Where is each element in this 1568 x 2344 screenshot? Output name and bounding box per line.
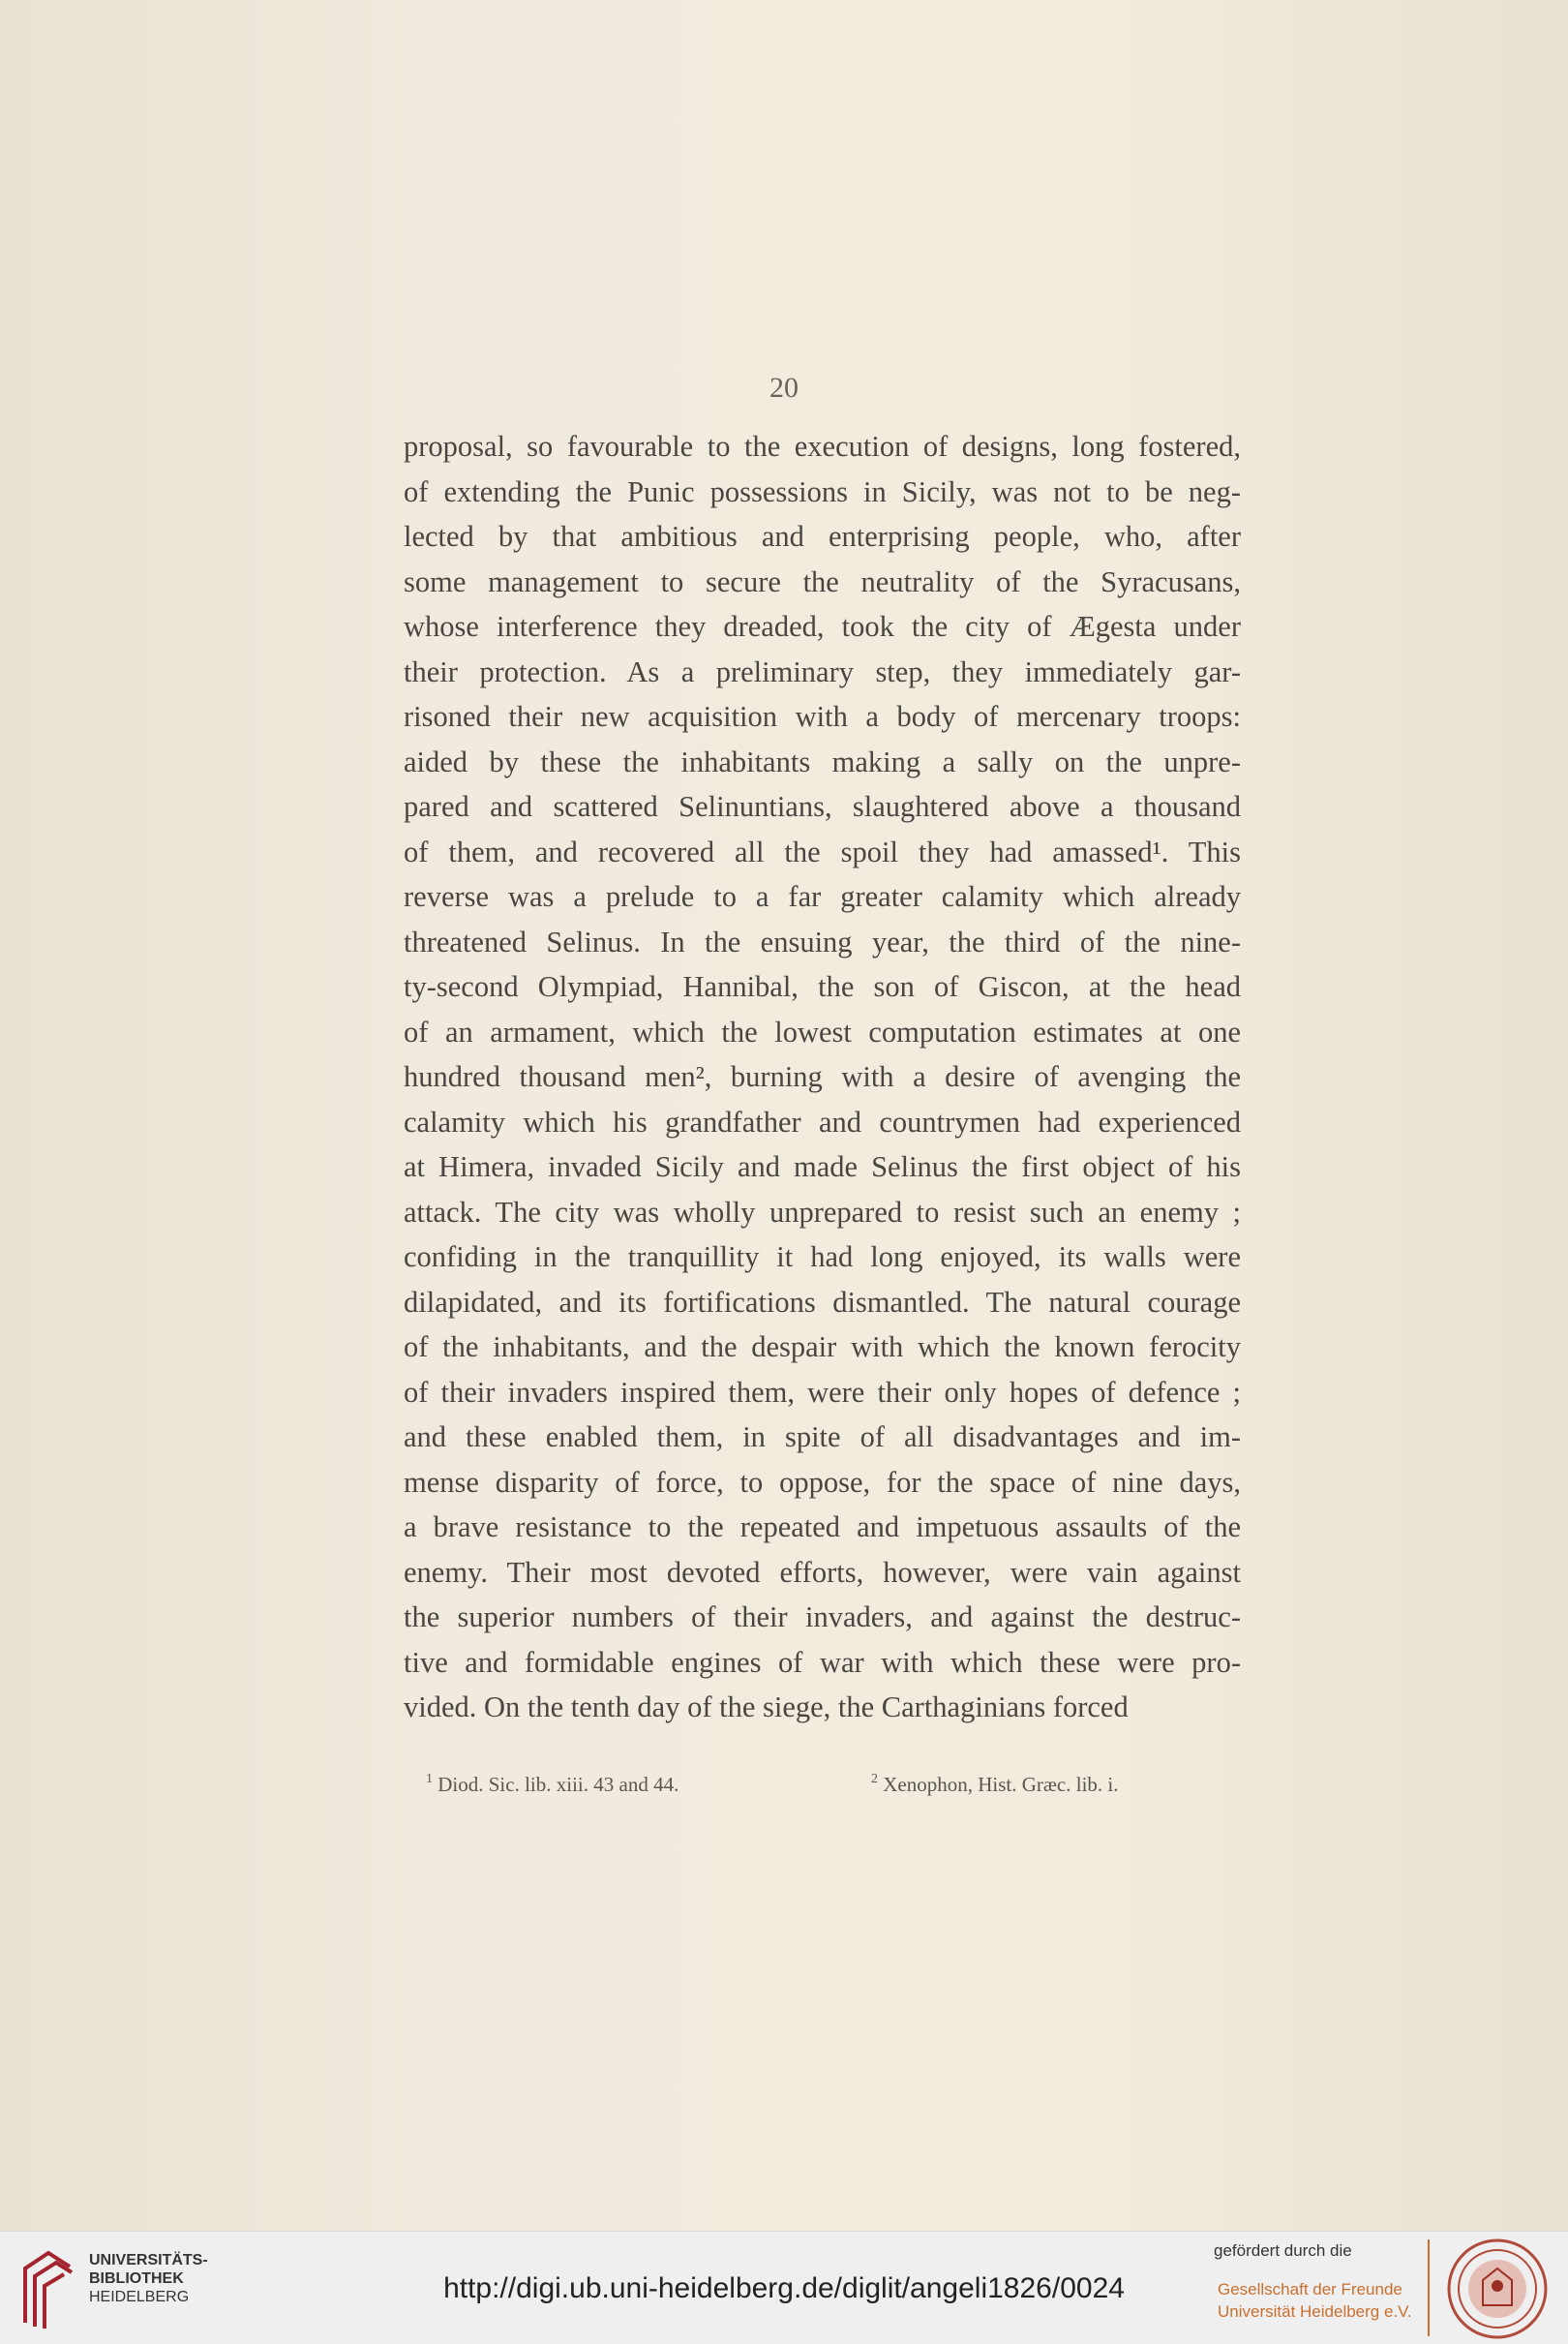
text-line: of an armament, which the lowest computation estimates at one [404,1015,1241,1049]
text-line: calamity which his grandfather and countrymen had experienced [404,1105,1241,1139]
text-line: lected by that ambitious and enterprising people, who, after [404,520,1241,553]
text-line: and these enabled them, in spite of all disadvantages and im- [404,1420,1241,1453]
footnote-mark: 2 [871,1772,878,1786]
text-line: of their invaders inspired them, were their only hopes of defence ; [404,1375,1241,1409]
text-line: vided. On the tenth day of the siege, the Carthaginians forced [404,1690,1129,1723]
text-line: dilapidated, and its fortifications dismantled. The natural courage [404,1285,1241,1319]
text-line: confiding in the tranquillity it had long enjoyed, its walls were [404,1240,1241,1273]
sponsor-name [1218,2278,1412,2323]
text-line: enemy. Their most devoted efforts, however, were vain against [404,1555,1241,1589]
text-line: aided by these the inhabitants making a sally on the unpre- [404,745,1241,778]
footnote-text: Diod. Sic. lib. xiii. 43 and 44. [437,1773,679,1796]
footnote-mark: 1 [426,1772,433,1786]
text-line: of extending the Punic possessions in Sicily, was not to be neg- [404,474,1241,508]
text-line: threatened Selinus. In the ensuing year, the third of the nine- [404,925,1241,959]
library-line: UNIVERSITÄTS- [89,2252,208,2268]
footnote [871,1772,1118,1797]
text-line: hundred thousand men², burning with a desire of avenging the [404,1060,1241,1093]
text-line: their protection. As a preliminary step, they immediately gar- [404,654,1241,688]
permalink-url[interactable]: http://digi.ub.uni-heidelberg.de/diglit/angeli1826/0024 [443,2272,1125,2304]
funded-by-label: gefördert durch die [1214,2241,1352,2260]
page-number: 20 [769,372,799,404]
text-line: of the inhabitants, and the despair with which the known ferocity [404,1330,1241,1363]
text-line: reverse was a prelude to a far greater calamity which already [404,880,1241,913]
text-line: the superior numbers of their invaders, and against the destruc- [404,1600,1241,1633]
university-seal-icon [1446,2237,1549,2340]
text-line: at Himera, invaded Sicily and made Selinus the first object of his [404,1150,1241,1183]
text-line: attack. The city was wholly unprepared to resist such an enemy ; [404,1195,1241,1229]
footer-bar [0,2231,1568,2344]
sponsor-line: Universität Heidelberg e.V. [1218,2302,1412,2321]
text-line: pared and scattered Selinuntians, slaughtered above a thousand [404,790,1241,823]
body-text [404,424,1241,1730]
text-line: a brave resistance to the repeated and impetuous assaults of the [404,1510,1241,1543]
footnote-text: Xenophon, Hist. Græc. lib. i. [883,1773,1119,1796]
sponsor-line: Gesellschaft der Freunde [1218,2280,1402,2298]
footnote [426,1772,678,1797]
library-line: BIBLIOTHEK [89,2270,184,2287]
text-line: proposal, so favourable to the execution of designs, long fostered, [404,430,1241,463]
text-line: mense disparity of force, to oppose, for the space of nine days, [404,1465,1241,1499]
text-line: risoned their new acquisition with a body of mercenary troops: [404,700,1241,733]
text-line: some management to secure the neutrality of the Syracusans, [404,564,1241,598]
text-line: tive and formidable engines of war with which these were pro- [404,1645,1241,1679]
text-line: whose interference they dreaded, took the city of Ægesta under [404,610,1241,643]
text-line: ty-second Olympiad, Hannibal, the son of Giscon, at the head [404,970,1241,1003]
library-line: HEIDELBERG [89,2289,190,2305]
footer-divider [1428,2239,1430,2336]
text-line: of them, and recovered all the spoil they had amassed¹. This [404,835,1241,868]
